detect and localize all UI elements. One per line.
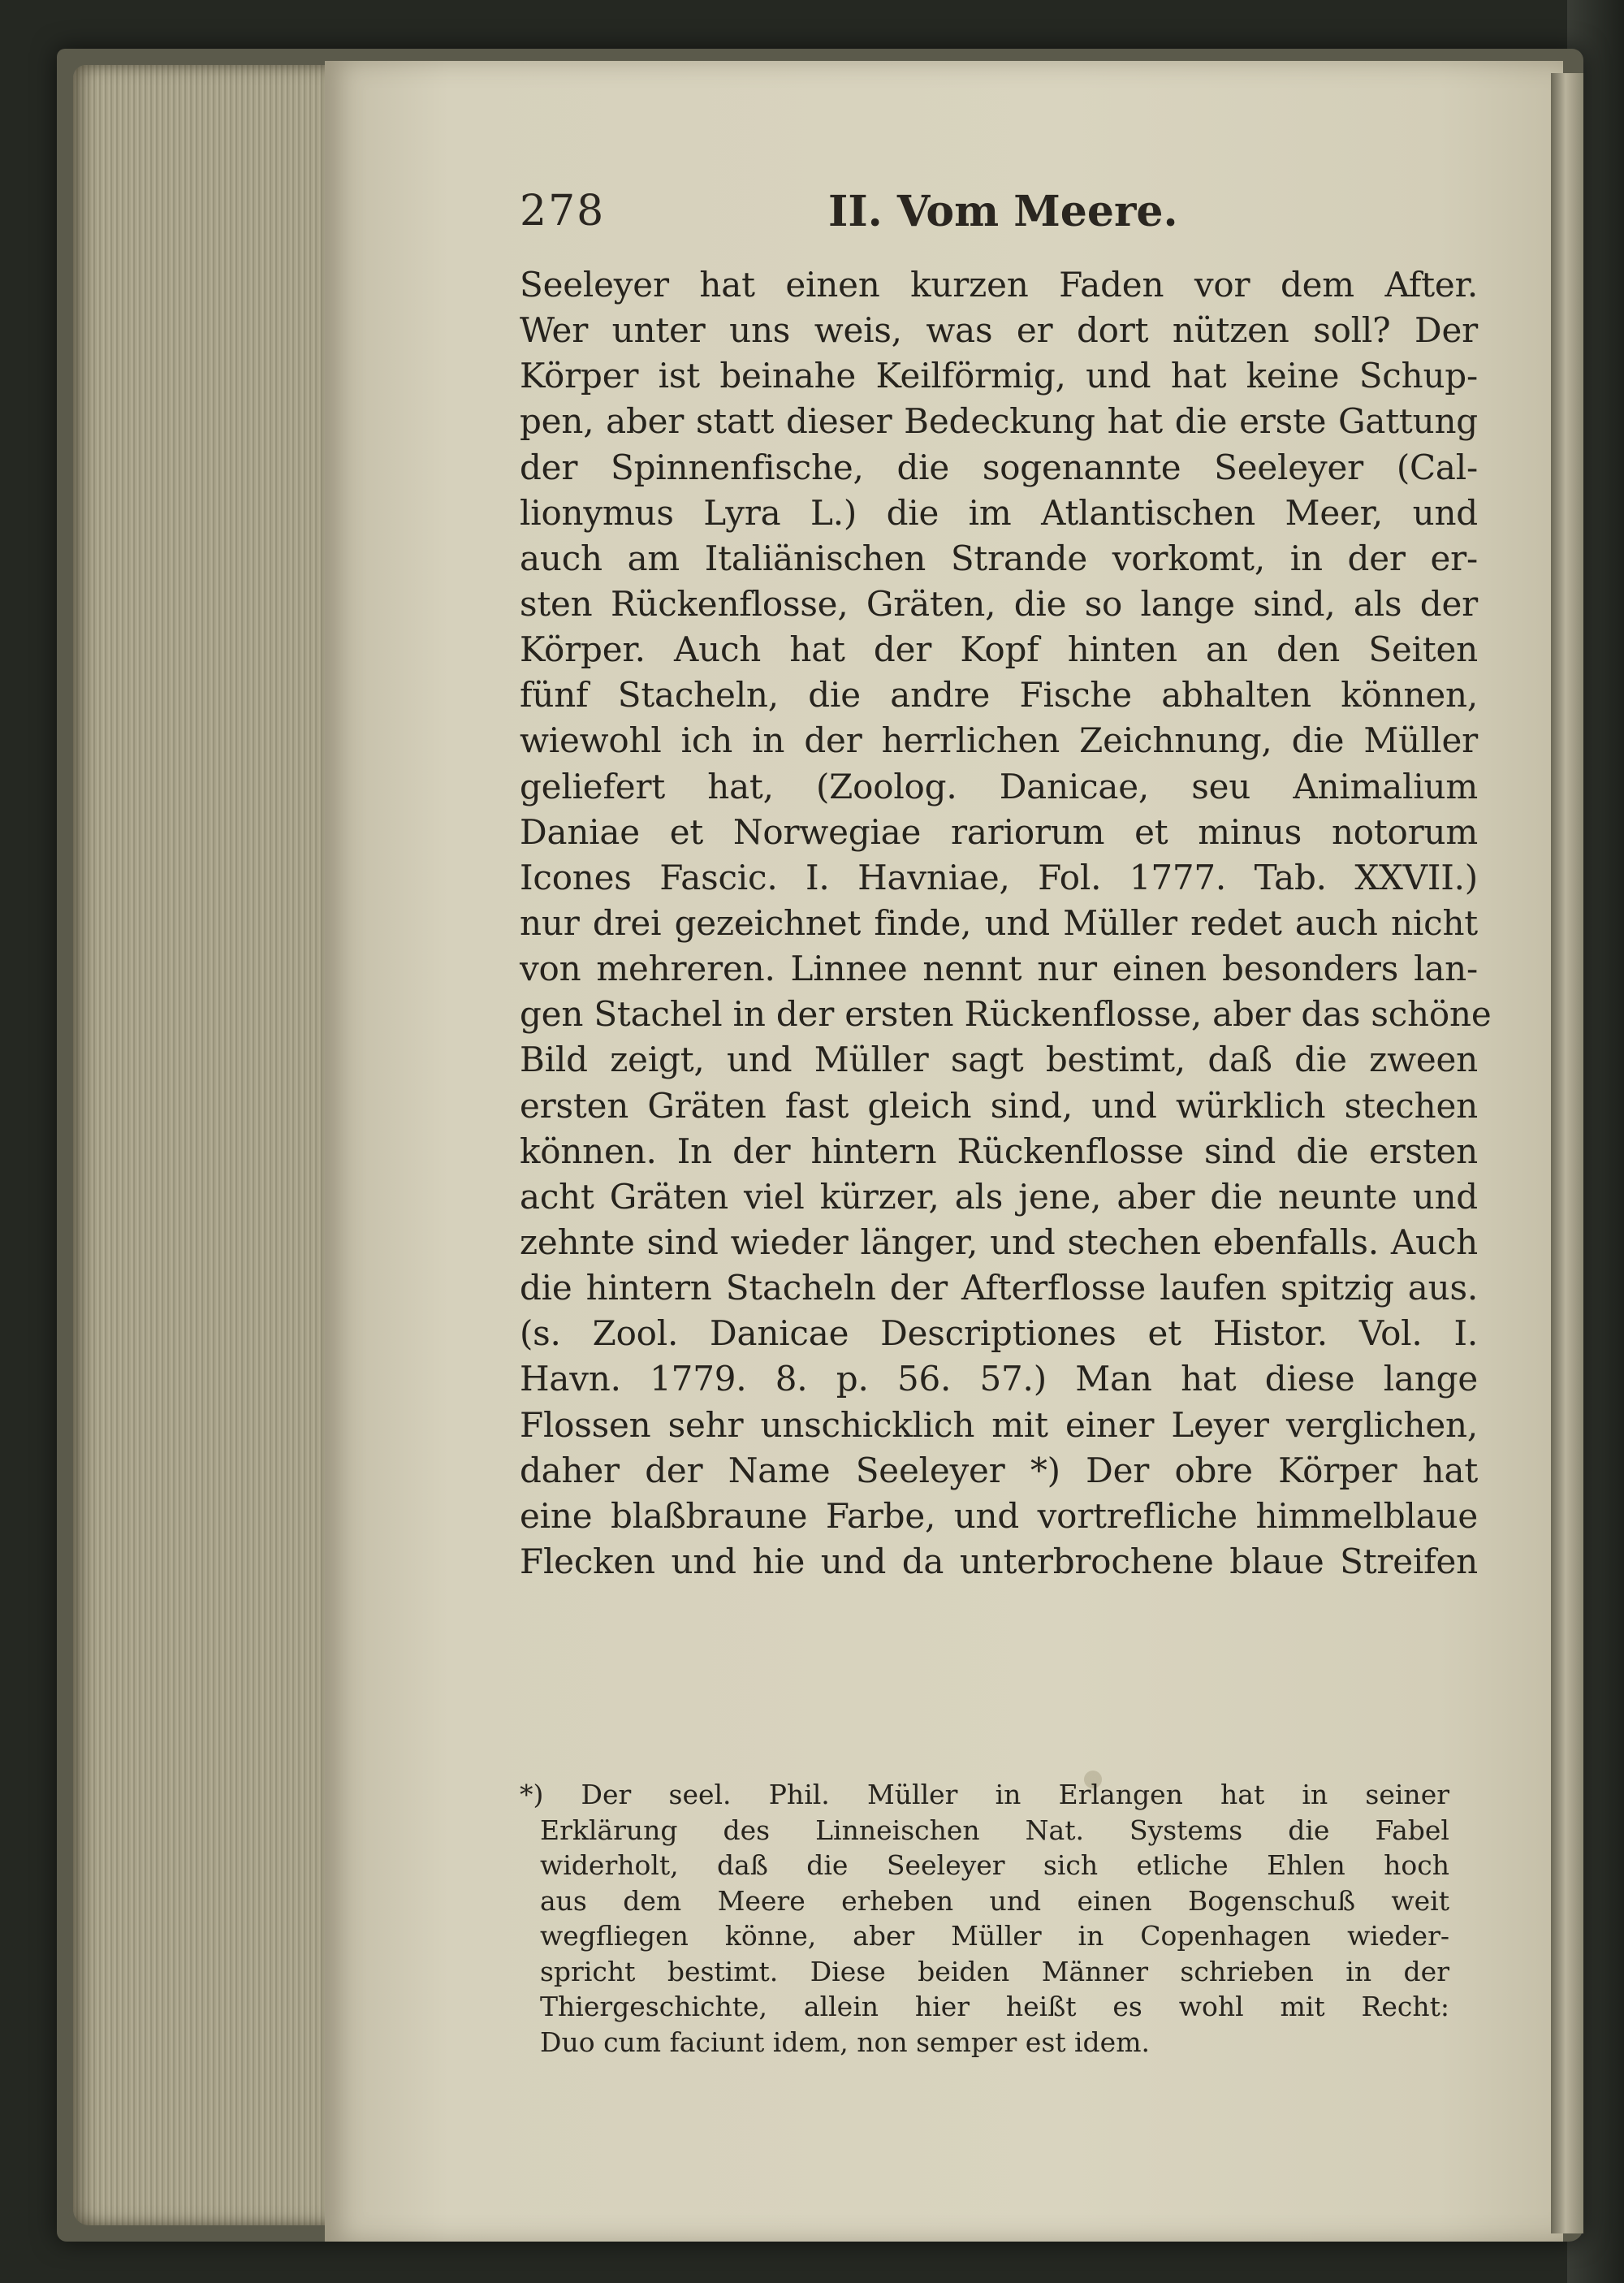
text-line: pen, aber statt dieser Bedeckung hat die erste Gattung — [520, 401, 1478, 442]
text-line: lionymus Lyra L.) die im Atlantischen Meer, und — [520, 492, 1478, 533]
text-line: zehnte sind wieder länger, und stechen ebenfalls. Auch — [520, 1221, 1478, 1262]
text-line: Körper. Auch hat der Kopf hinten an den Seiten — [520, 629, 1478, 670]
page-edges — [73, 65, 333, 2225]
text-line: Bild zeigt, und Müller sagt bestimt, daß die zween — [520, 1040, 1478, 1080]
footnote-line: *) Der seel. Phil. Müller in Erlangen hat in seiner — [520, 1779, 1449, 1810]
text-line: acht Gräten viel kürzer, als jene, aber die neunte und — [520, 1176, 1478, 1217]
footnote-line: wegfliegen könne, aber Müller in Copenhagen wieder- — [540, 1920, 1449, 1952]
footnote-line: aus dem Meere erheben und einen Bogenschuß weit — [540, 1884, 1449, 1917]
text-line: Wer unter uns weis, was er dort nützen soll? Der — [520, 310, 1478, 351]
text-line: nur drei gezeichnet finde, und Müller redet auch nicht — [520, 902, 1478, 943]
text-line: Seeleyer hat einen kurzen Faden vor dem After. — [520, 265, 1478, 305]
text-line: fünf Stacheln, die andre Fische abhalten können, — [520, 675, 1478, 716]
text-line: geliefert hat, (Zoolog. Danicae, seu Animalium — [520, 766, 1478, 806]
footnote-line: Duo cum faciunt idem, non semper est idem. — [540, 2026, 1150, 2058]
text-line: eine blaßbraune Farbe, und vortrefliche himmelblaue — [520, 1495, 1478, 1536]
text-line: die hintern Stacheln der Afterflosse laufen spitzig aus. — [520, 1268, 1478, 1308]
text-line: Körper ist beinahe Keilförmig, und hat keine Schup- — [520, 356, 1478, 396]
footnote-line: widerholt, daß die Seeleyer sich etliche Ehlen hoch — [540, 1849, 1449, 1881]
text-line: Daniae et Norwegiae rariorum et minus notorum — [520, 811, 1478, 852]
footnote-line: spricht bestimt. Diese beiden Männer schrieben in der — [540, 1955, 1449, 1987]
text-line: Flecken und hie und da unterbrochene blaue Streifen — [520, 1541, 1478, 1581]
text-line: ersten Gräten fast gleich sind, und würklich stechen — [520, 1085, 1478, 1126]
facing-page-edge — [1551, 73, 1583, 2233]
text-line: gen Stachel in der ersten Rückenflosse, aber das schöne — [520, 994, 1492, 1035]
text-line: sten Rückenflosse, Gräten, die so lange sind, als der — [520, 583, 1478, 624]
text-line: von mehreren. Linnee nennt nur einen besonders lan- — [520, 949, 1478, 989]
footnote-line: Erklärung des Linneischen Nat. Systems die Fabel — [540, 1814, 1449, 1846]
text-line: Flossen sehr unschicklich mit einer Leyer verglichen, — [520, 1404, 1478, 1445]
text-line: der Spinnenfische, die sogenannte Seeleyer (Cal- — [520, 447, 1478, 487]
text-line: Icones Fascic. I. Havniae, Fol. 1777. Tab. XXVII.) — [520, 857, 1478, 897]
footnote-line: Thiergeschichte, allein hier heißt es wohl mit Recht: — [540, 1991, 1449, 2022]
running-title: II. Vom Meere. — [828, 187, 1178, 236]
text-line: Havn. 1779. 8. p. 56. 57.) Man hat diese lange — [520, 1359, 1478, 1399]
text-line: auch am Italiänischen Strande vorkomt, in der er- — [520, 538, 1478, 578]
text-line: können. In der hintern Rückenflosse sind die ersten — [520, 1131, 1478, 1171]
footnote — [520, 1779, 1449, 2061]
text-line: wiewohl ich in der herrlichen Zeichnung, die Müller — [520, 720, 1478, 761]
text-line: (s. Zool. Danicae Descriptiones et Histor. Vol. I. — [520, 1313, 1478, 1354]
body-text — [520, 264, 1492, 1586]
running-head — [520, 187, 1478, 252]
page-number: 278 — [520, 187, 606, 236]
text-line: daher der Name Seeleyer *) Der obre Körper hat — [520, 1450, 1478, 1490]
